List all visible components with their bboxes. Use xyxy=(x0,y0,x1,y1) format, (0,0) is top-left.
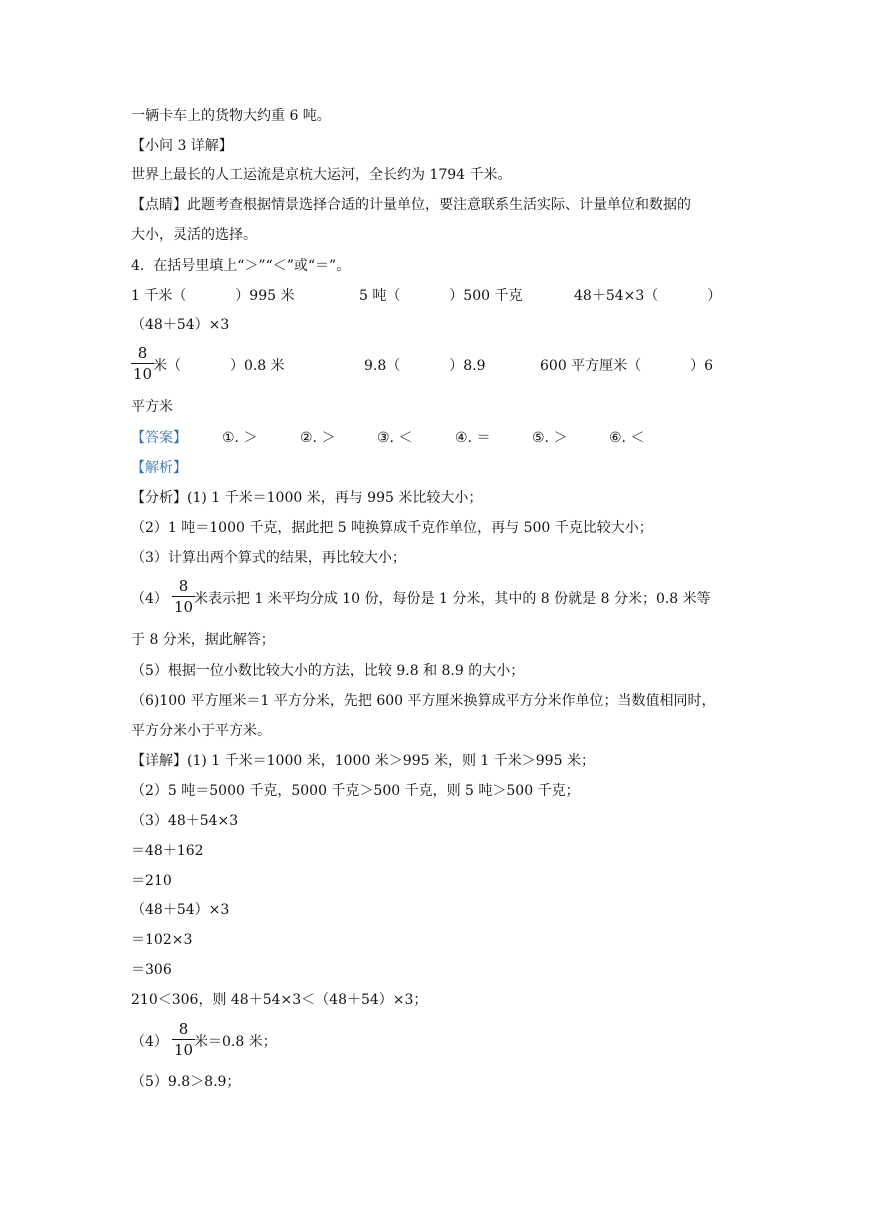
text-line: ＝210 xyxy=(131,873,172,889)
fraction xyxy=(131,344,154,383)
text-line: 【点睛】此题考查根据情景选择合适的计量单位，要注意联系生活实际、计量单位和数据的 xyxy=(131,197,691,213)
text-line: 【分析】(1) 1 千米＝1000 米，再与 995 米比较大小； xyxy=(131,490,483,506)
fraction-denominator: 10 xyxy=(174,1041,194,1059)
answer-item: ③. ＜ xyxy=(377,430,413,446)
text-line: （4） xyxy=(131,591,168,607)
fraction-bar xyxy=(172,596,195,597)
text-line: 米表示把 1 米平均分成 10 份，每份是 1 分米，其中的 8 份就是 8 分米；0.8 米等 xyxy=(194,591,711,607)
section-heading: 【小问 3 详解】 xyxy=(131,138,233,154)
text-line: （6)100 平方厘米＝1 平方分米，先把 600 平方厘米换算成平方分米作单位；当数值相同时， xyxy=(131,693,716,709)
question-item: （48＋54）×3 xyxy=(131,317,230,333)
question-item: 米（ ）0.8 米 xyxy=(153,358,285,374)
question-item: 9.8（ ）8.9 xyxy=(364,358,486,374)
text-line: （5）根据一位小数比较大小的方法，比较 9.8 和 8.9 的大小； xyxy=(131,663,525,679)
question-item: 600 平方厘米（ ）6 xyxy=(540,358,714,374)
answer-item: ⑤. ＞ xyxy=(532,430,568,446)
answer-item: ⑥. ＜ xyxy=(609,430,645,446)
text-line: （2）1 吨＝1000 千克，据此把 5 吨换算成千克作单位，再与 500 千克比较大小； xyxy=(131,520,653,536)
fraction-denominator: 10 xyxy=(133,365,153,383)
text-line: 世界上最长的人工运流是京杭大运河，全长约为 1794 千米。 xyxy=(131,167,512,183)
fraction-numerator: 8 xyxy=(137,344,148,362)
fraction-bar xyxy=(131,363,154,364)
text-line: 一辆卡车上的货物大约重 6 吨。 xyxy=(131,108,331,124)
fraction-numerator: 8 xyxy=(178,577,189,595)
question-item: 48＋54×3（ ） xyxy=(574,288,722,304)
text-line: ＝48＋162 xyxy=(131,843,204,859)
answer-item: ①. ＞ xyxy=(222,430,258,446)
text-line: ＝102×3 xyxy=(131,932,193,948)
text-line: （4） xyxy=(131,1034,168,1050)
text-line: 米＝0.8 米； xyxy=(194,1034,277,1050)
text-line: （3）计算出两个算式的结果，再比较大小； xyxy=(131,550,406,566)
text-line: （5）9.8＞8.9； xyxy=(131,1074,241,1090)
analysis-label: 【解析】 xyxy=(131,460,187,476)
question-title: 4. 在括号里填上“＞”“＜”或“＝”。 xyxy=(131,258,351,274)
text-line: 于 8 分米，据此解答； xyxy=(131,632,275,648)
question-item: 1 千米（ ）995 米 xyxy=(131,288,295,304)
text-line: ＝306 xyxy=(131,962,172,978)
answer-item: ④. ＝ xyxy=(455,430,491,446)
question-item: 5 吨（ ）500 千克 xyxy=(359,288,523,304)
text-line: （3）48＋54×3 xyxy=(131,813,239,829)
question-item: 平方米 xyxy=(131,399,173,415)
text-line: 平方分米小于平方米。 xyxy=(131,723,271,739)
fraction xyxy=(172,577,195,616)
fraction-numerator: 8 xyxy=(178,1020,189,1038)
text-line: 210＜306，则 48＋54×3＜（48＋54）×3； xyxy=(131,992,428,1008)
text-line: 大小，灵活的选择。 xyxy=(131,227,257,243)
text-line: （2）5 吨＝5000 千克，5000 千克＞500 千克，则 5 吨＞500 千克； xyxy=(131,783,580,799)
fraction xyxy=(172,1020,195,1059)
text-line: （48＋54）×3 xyxy=(131,902,230,918)
text-line: 【详解】(1) 1 千米＝1000 米，1000 米＞995 米，则 1 千米＞995 米； xyxy=(131,753,595,769)
answer-item: ②. ＞ xyxy=(300,430,336,446)
fraction-bar xyxy=(172,1039,195,1040)
answer-label: 【答案】 xyxy=(131,430,187,446)
fraction-denominator: 10 xyxy=(174,598,194,616)
